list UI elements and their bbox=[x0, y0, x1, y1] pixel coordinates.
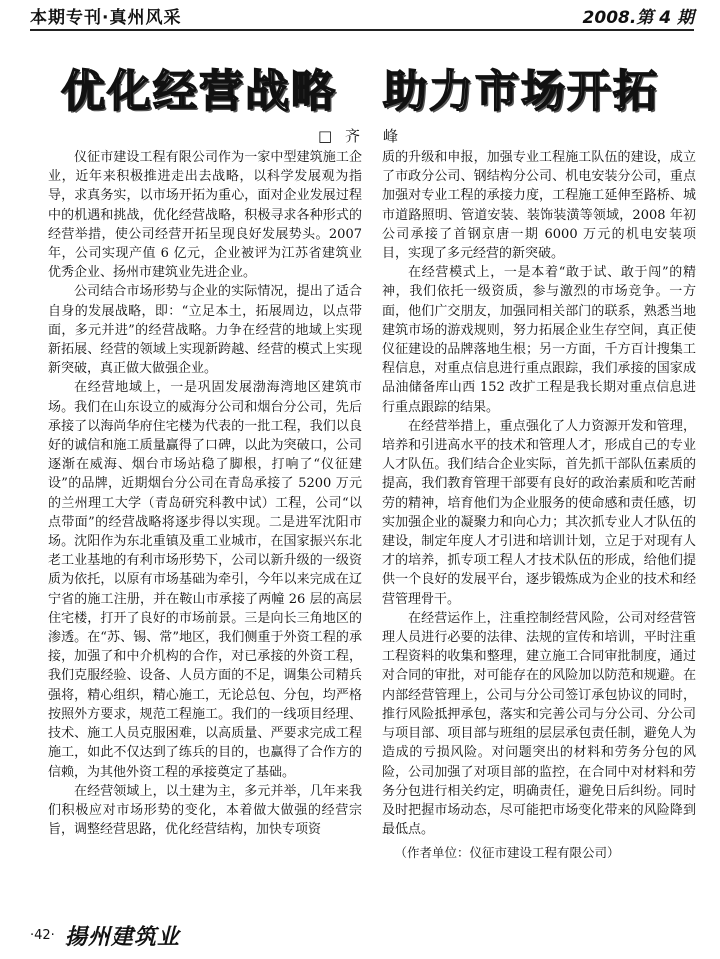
paragraph: 质的升级和申报，加强专业工程施工队伍的建设，成立了市政分公司、钢结构分公司、机电安装分公司，重点加强对专业工程的承接力度，工程施工延伸至路桥、城市道路照明、管道安装、装饰装潢等领域，2008 年初公司承接了首钢京唐一期 6000 万元的机电安装项目，实现了多元经营的新突破。 bbox=[382, 150, 696, 262]
magazine-logo: 揚州建筑业 bbox=[64, 923, 180, 950]
paragraph: 在经营地域上，一是巩固发展渤海湾地区建筑市场。我们在山东设立的威海分公司和烟台分公司，先后承接了以海尚华府住宅楼为代表的一批工程，我们以良好的诚信和施工质量赢得了口碑，以此为突破口，公司逐渐在威海、烟台市场站稳了脚根，打响了“仪征建设”的品牌，近期烟台分公司在青岛承接了 5200 万元的兰州理工大学（青岛研究科教中试）工程，公司“以点带面”的经营战略将逐步得以实现。二是进军沈阳市场。沈阳作为东北重镇及重工业城市，在国家振兴东北老工业基地的有利市场形势下，公司以新升级的一级资质为依托，以原有市场基础为牵引，今年以来完成在辽宁省的施工注册，并在鞍山市承接了两幢 26 层的高层住宅楼，打开了良好的市场前景。三是向长三角地区的渗透。在“苏、锡、常”地区，我们侧重于外资工程的承接，加强了和中介机构的合作，对已承接的外资工程，我们克服经验、设备、人员方面的不足，调集公司精兵强将，精心组织，精心施工，无论总包、分包，均严格按照外方要求，规范工程施工。我们的一线项目经理、技术、施工人员克服困难，以高质量、严要求完成工程施工，如此不仅达到了练兵的目的，也赢得了合作方的信赖，为其他外资工程的承接奠定了基础。 bbox=[48, 380, 362, 780]
left-column bbox=[48, 148, 362, 888]
article-body bbox=[48, 148, 696, 888]
author-affiliation: （作者单位：仪征市建设工程有限公司） bbox=[394, 845, 620, 861]
article-author: □ 齐 峰 bbox=[318, 127, 402, 145]
paragraph: 仪征市建设工程有限公司作为一家中型建筑施工企业，近年来积极推进走出去战略，以科学发展观为指导，求真务实，以市场开拓为重心，面对企业发展过程中的机遇和挑战，优化经营战略，积极寻求各种形式的经营举措，使公司经营开拓呈现良好发展势头。2007 年，公司实现产值 6 亿元，企业被评为江苏省建筑业优秀企业、扬州市建筑业先进企业。 bbox=[48, 150, 362, 281]
page-header bbox=[30, 2, 694, 31]
page-footer bbox=[30, 920, 694, 950]
page-number: ·42· bbox=[30, 927, 55, 943]
paragraph: 公司结合市场形势与企业的实际情况，提出了适合自身的发展战略，即：“立足本土，拓展周边，以点带面，多元并进”的经营战略。力争在经营的地域上实现新拓展、经营的领域上实现新跨越、经营的模式上实现新突破，真正做大做强企业。 bbox=[48, 284, 362, 377]
paragraph: 在经营运作上，注重控制经营风险，公司对经营管理人员进行必要的法律、法规的宣传和培训，平时注重工程资料的收集和整理，建立施工合同审批制度，通过对合同的审批，对可能存在的风险加以防范和规避。在内部经营管理上，公司与分公司签订承包协议的同时，推行风险抵押承包，落实和完善公司与分公司、分公司与项目部、项目部与班组的层层承包责任制，避免人为造成的亏损风险。对问题突出的材料和劳务分包的风险，公司加强了对项目部的监控，在合同中对材料和劳务分包进行相关约定，明确责任，避免日后纠纷。同时及时把握市场动态，尽可能把市场变化带来的风险降到最低点。 bbox=[382, 610, 696, 838]
paragraph: 在经营领域上，以土建为主，多元并举，几年来我们积极应对市场形势的变化，本着做大做强的经营宗旨，调整经营思路，优化经营结构，加快专项资 bbox=[48, 783, 362, 838]
paragraph: 在经营举措上，重点强化了人力资源开发和管理，培养和引进高水平的技术和管理人才，形成自己的专业人才队伍。我们结合企业实际，首先抓干部队伍素质的提高，我们教育管理干部要有良好的政治素质和吃苦耐劳的精神，培育他们为企业服务的使命感和责任感，切实加强企业的凝聚力和向心力；其次抓专业人才队伍的建设，制定年度人才引进和培训计划，立足于对现有人才的培养，抓专项工程人才技术队伍的形成，给他们提供一个良好的发展平台，逐步锻炼成为企业的技术和经营管理骨干。 bbox=[382, 418, 696, 607]
article-title: 优化经营战略 助力市场开拓 bbox=[61, 66, 659, 117]
paragraph: 在经营模式上，一是本着“敢于试、敢于闯”的精神，我们依托一级资质，参与激烈的市场竞争。一方面，他们广交朋友，加强同相关部门的联系，熟悉当地建筑市场的游戏规则，努力拓展企业生存空间，真正使仪征建设的品牌落地生根；另一方面，千方百计搜集工程信息，对重点信息进行重点跟踪，我们承接的国家成品油储备库山西 152 改扩工程是我长期对重点信息进行重点跟踪的结果。 bbox=[382, 265, 696, 415]
section-name: 本期专刊·真州风采 bbox=[30, 8, 182, 28]
right-column bbox=[382, 148, 696, 888]
issue-number: 2008.第 4 期 bbox=[582, 8, 694, 28]
